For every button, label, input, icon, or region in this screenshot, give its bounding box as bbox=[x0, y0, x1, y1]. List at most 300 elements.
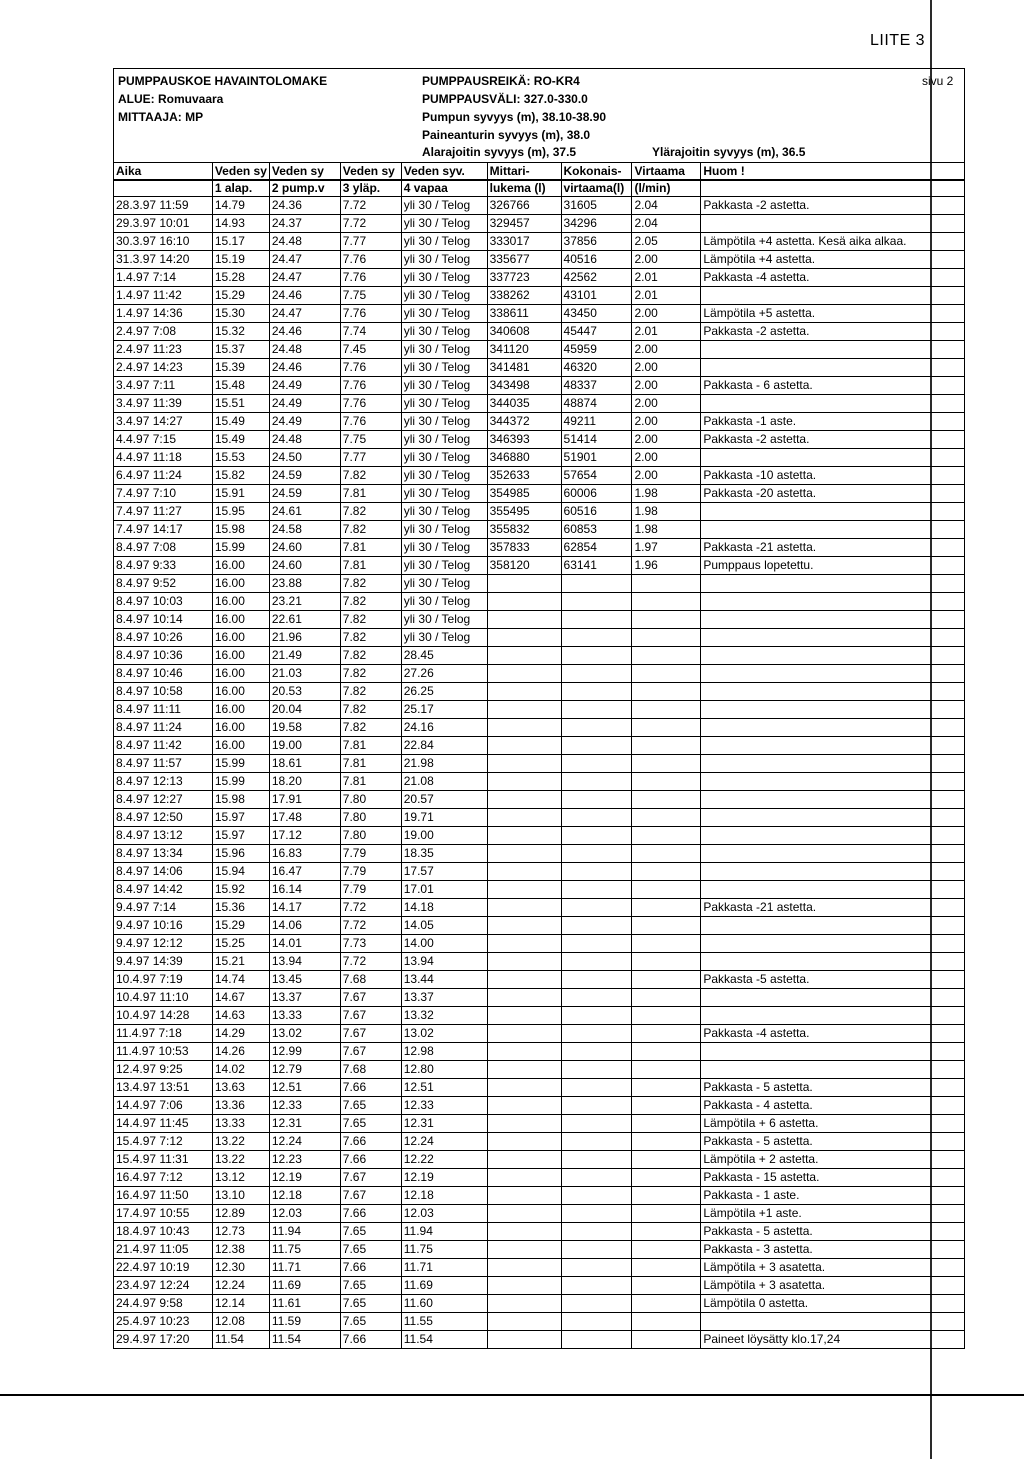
cell-time: 17.4.97 10:55 bbox=[114, 1205, 213, 1223]
cell-level-1: 15.95 bbox=[212, 503, 269, 521]
cell-level-2: 12.19 bbox=[269, 1169, 340, 1187]
cell-flow-rate bbox=[632, 647, 701, 665]
cell-flow-rate bbox=[632, 1169, 701, 1187]
table-row bbox=[114, 1169, 965, 1187]
cell-level-2: 11.54 bbox=[269, 1331, 340, 1349]
cell-total-flow bbox=[561, 1097, 632, 1115]
cell-note bbox=[701, 1313, 965, 1331]
cell-flow-rate: 2.00 bbox=[632, 341, 701, 359]
cell-total-flow bbox=[561, 1241, 632, 1259]
cell-meter-reading bbox=[487, 1223, 561, 1241]
cell-level-3: 7.67 bbox=[340, 1043, 401, 1061]
cell-level-4: 12.33 bbox=[401, 1097, 487, 1115]
table-row bbox=[114, 1043, 965, 1061]
cell-flow-rate bbox=[632, 593, 701, 611]
cell-flow-rate bbox=[632, 1025, 701, 1043]
cell-note: Pakkasta -21 astetta. bbox=[701, 539, 965, 557]
cell-level-2: 24.49 bbox=[269, 377, 340, 395]
table-row bbox=[114, 1025, 965, 1043]
cell-level-1: 15.28 bbox=[212, 269, 269, 287]
cell-note: Pakkasta -4 astetta. bbox=[701, 269, 965, 287]
cell-level-3: 7.82 bbox=[340, 467, 401, 485]
cell-level-3: 7.76 bbox=[340, 359, 401, 377]
cell-time: 8.4.97 13:34 bbox=[114, 845, 213, 863]
cell-note bbox=[701, 773, 965, 791]
cell-level-2: 13.02 bbox=[269, 1025, 340, 1043]
cell-level-3: 7.76 bbox=[340, 269, 401, 287]
cell-meter-reading: 333017 bbox=[487, 233, 561, 251]
cell-level-3: 7.65 bbox=[340, 1295, 401, 1313]
table-row bbox=[114, 1151, 965, 1169]
cell-level-1: 14.02 bbox=[212, 1061, 269, 1079]
cell-time: 9.4.97 14:39 bbox=[114, 953, 213, 971]
cell-level-3: 7.65 bbox=[340, 1313, 401, 1331]
cell-level-3: 7.81 bbox=[340, 485, 401, 503]
table-row bbox=[114, 629, 965, 647]
cell-flow-rate bbox=[632, 1241, 701, 1259]
cell-level-2: 17.12 bbox=[269, 827, 340, 845]
cell-level-1: 16.00 bbox=[212, 683, 269, 701]
cell-total-flow bbox=[561, 917, 632, 935]
cell-note: Lämpötila +4 astetta. bbox=[701, 251, 965, 269]
cell-flow-rate: 1.98 bbox=[632, 521, 701, 539]
cell-total-flow bbox=[561, 971, 632, 989]
cell-total-flow bbox=[561, 791, 632, 809]
cell-level-4: 12.18 bbox=[401, 1187, 487, 1205]
cell-level-3: 7.77 bbox=[340, 449, 401, 467]
cell-total-flow bbox=[561, 1169, 632, 1187]
cell-level-1: 15.25 bbox=[212, 935, 269, 953]
cell-total-flow bbox=[561, 737, 632, 755]
cell-time: 8.4.97 14:42 bbox=[114, 881, 213, 899]
table-row bbox=[114, 899, 965, 917]
cell-level-4: yli 30 / Telog bbox=[401, 215, 487, 233]
cell-time: 2.4.97 7:08 bbox=[114, 323, 213, 341]
cell-note: Pakkasta - 5 astetta. bbox=[701, 1223, 965, 1241]
cell-level-3: 7.67 bbox=[340, 1007, 401, 1025]
cell-total-flow bbox=[561, 1313, 632, 1331]
cell-time: 6.4.97 11:24 bbox=[114, 467, 213, 485]
cell-level-1: 15.19 bbox=[212, 251, 269, 269]
table-row bbox=[114, 1259, 965, 1277]
cell-note: Pakkasta -20 astetta. bbox=[701, 485, 965, 503]
cell-level-2: 12.79 bbox=[269, 1061, 340, 1079]
cell-time: 1.4.97 11:42 bbox=[114, 287, 213, 305]
cell-level-3: 7.72 bbox=[340, 917, 401, 935]
cell-level-1: 12.89 bbox=[212, 1205, 269, 1223]
cell-note: Pakkasta -2 astetta. bbox=[701, 431, 965, 449]
cell-level-2: 11.94 bbox=[269, 1223, 340, 1241]
column-header-note: Huom ! bbox=[701, 163, 965, 180]
cell-level-3: 7.65 bbox=[340, 1241, 401, 1259]
cell-time: 15.4.97 11:31 bbox=[114, 1151, 213, 1169]
cell-total-flow: 60853 bbox=[561, 521, 632, 539]
table-row bbox=[114, 791, 965, 809]
cell-level-1: 15.97 bbox=[212, 809, 269, 827]
cell-flow-rate: 2.05 bbox=[632, 233, 701, 251]
table-row bbox=[114, 575, 965, 593]
table-row bbox=[114, 557, 965, 575]
table-row bbox=[114, 809, 965, 827]
cell-time: 8.4.97 12:13 bbox=[114, 773, 213, 791]
cell-level-3: 7.77 bbox=[340, 233, 401, 251]
table-row bbox=[114, 755, 965, 773]
form-title: PUMPPAUSKOE HAVAINTOLOMAKE bbox=[118, 74, 328, 88]
cell-level-4: 11.94 bbox=[401, 1223, 487, 1241]
table-row bbox=[114, 1007, 965, 1025]
cell-level-4: 21.98 bbox=[401, 755, 487, 773]
cell-level-3: 7.65 bbox=[340, 1223, 401, 1241]
cell-total-flow: 37856 bbox=[561, 233, 632, 251]
table-row bbox=[114, 719, 965, 737]
cell-meter-reading bbox=[487, 1331, 561, 1349]
cell-flow-rate bbox=[632, 1259, 701, 1277]
cell-flow-rate bbox=[632, 683, 701, 701]
cell-total-flow bbox=[561, 1007, 632, 1025]
cell-note bbox=[701, 827, 965, 845]
cell-level-1: 15.98 bbox=[212, 791, 269, 809]
cell-level-1: 15.97 bbox=[212, 827, 269, 845]
table-row bbox=[114, 881, 965, 899]
cell-level-2: 24.46 bbox=[269, 287, 340, 305]
cell-level-3: 7.82 bbox=[340, 611, 401, 629]
cell-meter-reading bbox=[487, 863, 561, 881]
cell-level-1: 15.98 bbox=[212, 521, 269, 539]
cell-level-4: 11.71 bbox=[401, 1259, 487, 1277]
cell-level-1: 14.26 bbox=[212, 1043, 269, 1061]
cell-level-3: 7.66 bbox=[340, 1331, 401, 1349]
table-row bbox=[114, 593, 965, 611]
cell-level-4: 12.98 bbox=[401, 1043, 487, 1061]
cell-flow-rate bbox=[632, 1079, 701, 1097]
cell-total-flow: 63141 bbox=[561, 557, 632, 575]
cell-meter-reading bbox=[487, 989, 561, 1007]
cell-total-flow: 31605 bbox=[561, 197, 632, 215]
cell-level-2: 19.58 bbox=[269, 719, 340, 737]
cell-time: 8.4.97 7:08 bbox=[114, 539, 213, 557]
cell-level-4: 14.05 bbox=[401, 917, 487, 935]
cell-flow-rate bbox=[632, 1313, 701, 1331]
cell-level-4: yli 30 / Telog bbox=[401, 359, 487, 377]
cell-level-1: 15.29 bbox=[212, 917, 269, 935]
cell-level-1: 15.32 bbox=[212, 323, 269, 341]
cell-total-flow bbox=[561, 1259, 632, 1277]
cell-level-1: 16.00 bbox=[212, 701, 269, 719]
column-header-level-1: 1 alap. bbox=[212, 180, 269, 197]
cell-level-2: 24.37 bbox=[269, 215, 340, 233]
cell-meter-reading bbox=[487, 1079, 561, 1097]
cell-total-flow bbox=[561, 1205, 632, 1223]
table-row bbox=[114, 917, 965, 935]
cell-flow-rate bbox=[632, 737, 701, 755]
cell-meter-reading bbox=[487, 593, 561, 611]
cell-meter-reading bbox=[487, 899, 561, 917]
table-row bbox=[114, 989, 965, 1007]
borehole-label: PUMPPAUSREIKÄ: RO-KR4 bbox=[422, 74, 580, 88]
observation-form bbox=[113, 68, 965, 1374]
cell-level-2: 21.49 bbox=[269, 647, 340, 665]
cell-level-2: 14.06 bbox=[269, 917, 340, 935]
cell-level-1: 15.37 bbox=[212, 341, 269, 359]
cell-total-flow: 62854 bbox=[561, 539, 632, 557]
cell-total-flow bbox=[561, 1061, 632, 1079]
cell-level-1: 13.36 bbox=[212, 1097, 269, 1115]
cell-note: Pakkasta - 6 astetta. bbox=[701, 377, 965, 395]
cell-total-flow: 48337 bbox=[561, 377, 632, 395]
table-row bbox=[114, 953, 965, 971]
cell-level-3: 7.76 bbox=[340, 395, 401, 413]
cell-total-flow bbox=[561, 755, 632, 773]
cell-time: 11.4.97 7:18 bbox=[114, 1025, 213, 1043]
table-row bbox=[114, 503, 965, 521]
cell-level-3: 7.79 bbox=[340, 845, 401, 863]
cell-meter-reading bbox=[487, 647, 561, 665]
cell-level-2: 24.60 bbox=[269, 557, 340, 575]
cell-meter-reading: 357833 bbox=[487, 539, 561, 557]
cell-level-3: 7.82 bbox=[340, 683, 401, 701]
cell-note bbox=[701, 521, 965, 539]
cell-total-flow bbox=[561, 593, 632, 611]
cell-level-1: 14.67 bbox=[212, 989, 269, 1007]
cell-total-flow bbox=[561, 647, 632, 665]
observation-table bbox=[113, 162, 965, 1349]
cell-meter-reading bbox=[487, 701, 561, 719]
cell-flow-rate: 2.00 bbox=[632, 467, 701, 485]
cell-meter-reading bbox=[487, 809, 561, 827]
cell-level-4: 14.18 bbox=[401, 899, 487, 917]
cell-level-3: 7.76 bbox=[340, 305, 401, 323]
cell-total-flow: 49211 bbox=[561, 413, 632, 431]
cell-flow-rate: 2.04 bbox=[632, 197, 701, 215]
cell-level-2: 24.36 bbox=[269, 197, 340, 215]
cell-note: Pakkasta -5 astetta. bbox=[701, 971, 965, 989]
cell-total-flow bbox=[561, 827, 632, 845]
cell-level-3: 7.80 bbox=[340, 827, 401, 845]
measurer-label: MITTAAJA: MP bbox=[118, 110, 204, 124]
cell-level-4: 11.54 bbox=[401, 1331, 487, 1349]
cell-total-flow: 43101 bbox=[561, 287, 632, 305]
column-header-level-3: 3 yläp. bbox=[340, 180, 401, 197]
cell-level-2: 16.14 bbox=[269, 881, 340, 899]
cell-flow-rate bbox=[632, 989, 701, 1007]
table-row bbox=[114, 197, 965, 215]
cell-level-1: 15.96 bbox=[212, 845, 269, 863]
cell-meter-reading bbox=[487, 629, 561, 647]
cell-level-2: 24.46 bbox=[269, 359, 340, 377]
cell-note: Pakkasta -1 aste. bbox=[701, 413, 965, 431]
cell-level-2: 12.03 bbox=[269, 1205, 340, 1223]
cell-level-3: 7.67 bbox=[340, 989, 401, 1007]
cell-meter-reading bbox=[487, 755, 561, 773]
cell-level-1: 13.63 bbox=[212, 1079, 269, 1097]
cell-level-4: 22.84 bbox=[401, 737, 487, 755]
cell-level-3: 7.67 bbox=[340, 1025, 401, 1043]
cell-level-2: 24.50 bbox=[269, 449, 340, 467]
cell-meter-reading bbox=[487, 1007, 561, 1025]
cell-level-3: 7.81 bbox=[340, 539, 401, 557]
cell-flow-rate bbox=[632, 917, 701, 935]
cell-level-3: 7.81 bbox=[340, 737, 401, 755]
cell-level-4: 17.57 bbox=[401, 863, 487, 881]
cell-total-flow bbox=[561, 1331, 632, 1349]
cell-flow-rate bbox=[632, 773, 701, 791]
table-row bbox=[114, 485, 965, 503]
cell-level-3: 7.65 bbox=[340, 1115, 401, 1133]
cell-flow-rate bbox=[632, 611, 701, 629]
cell-note: Pakkasta - 5 astetta. bbox=[701, 1079, 965, 1097]
cell-level-4: yli 30 / Telog bbox=[401, 197, 487, 215]
cell-level-1: 16.00 bbox=[212, 557, 269, 575]
cell-level-4: 13.44 bbox=[401, 971, 487, 989]
cell-level-2: 24.59 bbox=[269, 485, 340, 503]
cell-level-4: 14.00 bbox=[401, 935, 487, 953]
cell-level-1: 15.99 bbox=[212, 773, 269, 791]
cell-meter-reading bbox=[487, 737, 561, 755]
cell-level-1: 16.00 bbox=[212, 719, 269, 737]
cell-time: 8.4.97 9:52 bbox=[114, 575, 213, 593]
cell-level-4: 20.57 bbox=[401, 791, 487, 809]
cell-meter-reading bbox=[487, 935, 561, 953]
cell-level-4: 27.26 bbox=[401, 665, 487, 683]
cell-meter-reading: 335677 bbox=[487, 251, 561, 269]
table-row bbox=[114, 269, 965, 287]
cell-time: 29.4.97 17:20 bbox=[114, 1331, 213, 1349]
cell-note bbox=[701, 449, 965, 467]
cell-level-4: yli 30 / Telog bbox=[401, 593, 487, 611]
cell-meter-reading bbox=[487, 953, 561, 971]
cell-time: 7.4.97 11:27 bbox=[114, 503, 213, 521]
cell-level-4: yli 30 / Telog bbox=[401, 323, 487, 341]
cell-note bbox=[701, 1043, 965, 1061]
cell-flow-rate: 1.98 bbox=[632, 485, 701, 503]
cell-level-2: 24.47 bbox=[269, 251, 340, 269]
cell-level-2: 20.53 bbox=[269, 683, 340, 701]
cell-level-4: yli 30 / Telog bbox=[401, 467, 487, 485]
cell-note bbox=[701, 701, 965, 719]
column-header-row bbox=[114, 180, 965, 197]
cell-time: 2.4.97 14:23 bbox=[114, 359, 213, 377]
cell-level-4: 19.00 bbox=[401, 827, 487, 845]
cell-level-2: 11.71 bbox=[269, 1259, 340, 1277]
table-row bbox=[114, 323, 965, 341]
cell-flow-rate bbox=[632, 953, 701, 971]
cell-level-1: 11.54 bbox=[212, 1331, 269, 1349]
column-header-level-4: 4 vapaa bbox=[401, 180, 487, 197]
cell-level-4: 21.08 bbox=[401, 773, 487, 791]
cell-level-1: 14.74 bbox=[212, 971, 269, 989]
cell-level-1: 15.91 bbox=[212, 485, 269, 503]
cell-meter-reading: 338262 bbox=[487, 287, 561, 305]
cell-total-flow bbox=[561, 1115, 632, 1133]
cell-level-1: 15.99 bbox=[212, 539, 269, 557]
cell-level-4: yli 30 / Telog bbox=[401, 485, 487, 503]
cell-level-2: 22.61 bbox=[269, 611, 340, 629]
table-row bbox=[114, 1079, 965, 1097]
cell-meter-reading: 329457 bbox=[487, 215, 561, 233]
cell-time: 29.3.97 10:01 bbox=[114, 215, 213, 233]
cell-level-3: 7.76 bbox=[340, 251, 401, 269]
cell-total-flow bbox=[561, 701, 632, 719]
cell-level-1: 15.49 bbox=[212, 413, 269, 431]
table-row bbox=[114, 827, 965, 845]
column-header-note bbox=[701, 180, 965, 197]
cell-level-1: 15.29 bbox=[212, 287, 269, 305]
table-row bbox=[114, 413, 965, 431]
cell-time: 31.3.97 14:20 bbox=[114, 251, 213, 269]
cell-level-1: 13.33 bbox=[212, 1115, 269, 1133]
cell-total-flow: 45959 bbox=[561, 341, 632, 359]
table-row bbox=[114, 305, 965, 323]
cell-meter-reading: 352633 bbox=[487, 467, 561, 485]
cell-note: Pakkasta - 3 astetta. bbox=[701, 1241, 965, 1259]
cell-level-1: 12.73 bbox=[212, 1223, 269, 1241]
cell-level-2: 12.99 bbox=[269, 1043, 340, 1061]
cell-time: 8.4.97 10:36 bbox=[114, 647, 213, 665]
cell-note bbox=[701, 917, 965, 935]
cell-total-flow bbox=[561, 665, 632, 683]
cell-flow-rate bbox=[632, 1007, 701, 1025]
cell-total-flow: 60006 bbox=[561, 485, 632, 503]
cell-flow-rate: 2.01 bbox=[632, 323, 701, 341]
column-header-level-2: Veden sy bbox=[269, 163, 340, 180]
cell-note: Lämpötila + 2 astetta. bbox=[701, 1151, 965, 1169]
cell-time: 16.4.97 11:50 bbox=[114, 1187, 213, 1205]
cell-total-flow bbox=[561, 1079, 632, 1097]
table-row bbox=[114, 1061, 965, 1079]
cell-meter-reading bbox=[487, 845, 561, 863]
cell-level-3: 7.72 bbox=[340, 899, 401, 917]
cell-time: 8.4.97 10:03 bbox=[114, 593, 213, 611]
table-row bbox=[114, 1295, 965, 1313]
cell-level-4: 11.75 bbox=[401, 1241, 487, 1259]
cell-level-1: 15.21 bbox=[212, 953, 269, 971]
cell-flow-rate bbox=[632, 719, 701, 737]
cell-note: Pakkasta - 4 astetta. bbox=[701, 1097, 965, 1115]
cell-level-3: 7.80 bbox=[340, 791, 401, 809]
cell-level-1: 15.48 bbox=[212, 377, 269, 395]
table-row bbox=[114, 737, 965, 755]
table-body bbox=[114, 163, 965, 1349]
cell-note bbox=[701, 683, 965, 701]
cell-note: Lämpötila +1 aste. bbox=[701, 1205, 965, 1223]
cell-level-3: 7.75 bbox=[340, 287, 401, 305]
cell-flow-rate bbox=[632, 1277, 701, 1295]
cell-level-2: 16.47 bbox=[269, 863, 340, 881]
cell-meter-reading bbox=[487, 1115, 561, 1133]
cell-level-1: 15.30 bbox=[212, 305, 269, 323]
table-row bbox=[114, 287, 965, 305]
cell-level-1: 12.30 bbox=[212, 1259, 269, 1277]
cell-level-2: 11.59 bbox=[269, 1313, 340, 1331]
cell-flow-rate bbox=[632, 791, 701, 809]
cell-level-2: 20.04 bbox=[269, 701, 340, 719]
cell-total-flow bbox=[561, 683, 632, 701]
cell-note: Pakkasta - 1 aste. bbox=[701, 1187, 965, 1205]
cell-flow-rate bbox=[632, 827, 701, 845]
cell-time: 4.4.97 11:18 bbox=[114, 449, 213, 467]
cell-time: 11.4.97 10:53 bbox=[114, 1043, 213, 1061]
cell-level-2: 24.48 bbox=[269, 341, 340, 359]
cell-level-4: yli 30 / Telog bbox=[401, 395, 487, 413]
cell-level-4: yli 30 / Telog bbox=[401, 269, 487, 287]
cell-note bbox=[701, 593, 965, 611]
cell-level-4: 11.60 bbox=[401, 1295, 487, 1313]
cell-time: 14.4.97 11:45 bbox=[114, 1115, 213, 1133]
cell-flow-rate bbox=[632, 1061, 701, 1079]
cell-level-2: 24.59 bbox=[269, 467, 340, 485]
cell-note bbox=[701, 665, 965, 683]
cell-level-3: 7.82 bbox=[340, 701, 401, 719]
